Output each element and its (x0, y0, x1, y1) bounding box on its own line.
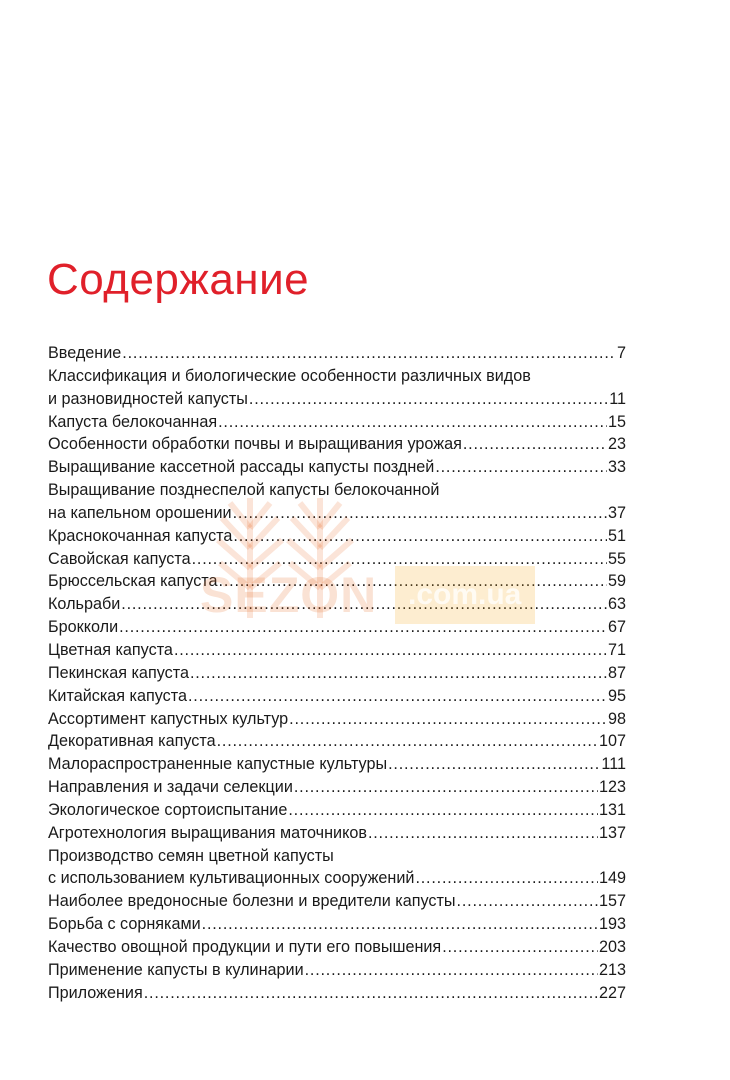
toc-entry-title: Кольраби (48, 595, 121, 614)
toc-entry (48, 730, 626, 753)
toc-entry-title: Цветная капуста (48, 640, 173, 659)
toc-leader-dots (233, 502, 607, 525)
toc-entry-title: Выращивание кассетной рассады капусты поздней (48, 458, 435, 477)
toc-entry (48, 433, 626, 456)
toc-entry-title: и разновидностей капусты (48, 389, 248, 408)
toc-entry (48, 525, 626, 548)
toc-page-number: 63 (607, 595, 626, 614)
toc-entry (48, 776, 626, 799)
toc-entry-title: Приложения (48, 983, 143, 1002)
toc-page-number: 55 (607, 549, 626, 568)
toc-page-number: 98 (607, 709, 626, 728)
toc-entry-title: Особенности обработки почвы и выращивания урожая (48, 435, 462, 454)
toc-entry-title: Наиболее вредоносные болезни и вредители капусты (48, 892, 456, 911)
toc-page-number: 213 (598, 960, 626, 979)
toc-leader-dots (289, 708, 607, 731)
toc-leader-dots (368, 822, 598, 845)
toc-entry-title: на капельном орошении (48, 503, 232, 522)
toc-entry (48, 753, 626, 776)
toc-entry (48, 662, 626, 685)
toc-entry-title: Применение капусты в кулинарии (48, 960, 304, 979)
toc-entry-title: Производство семян цветной капусты (48, 846, 334, 865)
toc-page-number: 37 (607, 503, 626, 522)
toc-entry-title: Пекинская капуста (48, 663, 189, 682)
toc-leader-dots (457, 890, 598, 913)
toc-entry (48, 685, 626, 708)
toc-entry-title: Брокколи (48, 618, 119, 637)
toc-entry (48, 959, 626, 982)
toc-entry-title: Борьба с сорняками (48, 915, 201, 934)
toc-leader-dots (174, 639, 607, 662)
toc-entry-title: Агротехнология выращивания маточников (48, 823, 367, 842)
toc-leader-dots (288, 799, 598, 822)
toc-entry-title: Выращивание позднеспелой капусты белокочанной (48, 481, 440, 500)
toc-entry (48, 708, 626, 731)
toc-entry (48, 822, 626, 845)
toc-page-number: 67 (607, 618, 626, 637)
toc-entry (48, 936, 626, 959)
toc-page-number: 71 (607, 640, 626, 659)
toc-entry-title: Качество овощной продукции и пути его повышения (48, 937, 442, 956)
toc-entry-title: Савойская капуста (48, 549, 191, 568)
toc-page-number: 203 (598, 937, 626, 956)
toc-entry-title: Экологическое сортоиспытание (48, 800, 288, 819)
toc-entry (48, 845, 626, 868)
toc-entry-title: Китайская капуста (48, 686, 187, 705)
toc-entry (48, 502, 626, 525)
toc-page-number: 157 (598, 892, 626, 911)
toc-entry (48, 890, 626, 913)
toc-page-number: 95 (607, 686, 626, 705)
toc-entry-title: Малораспространенные капустные культуры (48, 755, 388, 774)
toc-entry (48, 479, 626, 502)
toc-page-number: 15 (607, 412, 626, 431)
toc-entry-title: Введение (48, 344, 122, 362)
toc-leader-dots (305, 959, 598, 982)
toc-entry-title: Капуста белокочанная (48, 412, 218, 431)
toc-leader-dots (188, 685, 607, 708)
toc-page-number: 111 (601, 755, 626, 774)
watermark-brand: SEZON (200, 567, 378, 623)
toc-entry-title: Декоративная капуста (48, 732, 216, 751)
toc-entry-title: Направления и задачи селекции (48, 778, 293, 797)
toc-leader-dots (144, 982, 598, 1005)
toc-page-number: 131 (598, 800, 626, 819)
toc-page-number: 11 (609, 389, 626, 408)
toc-entry (48, 342, 626, 365)
toc-entry (48, 365, 626, 388)
toc-page-number: 227 (598, 983, 626, 1002)
toc-entry-title: Ассортимент капустных культур (48, 709, 289, 728)
watermark-domain: .com.ua (408, 578, 522, 611)
toc-page-number: 33 (607, 458, 626, 477)
toc-entry (48, 913, 626, 936)
toc-entry (48, 456, 626, 479)
toc-leader-dots (442, 936, 598, 959)
toc-page-number: 51 (607, 526, 626, 545)
toc-entry-title: с использованием культивационных сооружений (48, 869, 415, 888)
page-title: Содержание (47, 255, 310, 304)
toc-leader-dots (233, 525, 607, 548)
toc-entry (48, 411, 626, 434)
toc-page-number: 23 (607, 435, 626, 454)
toc-entry-title: Классификация и биологические особенности различных видов (48, 366, 531, 385)
toc-page-number: 59 (607, 572, 626, 591)
toc-entry (48, 799, 626, 822)
toc-page-number: 137 (598, 823, 626, 842)
toc-entry (48, 639, 626, 662)
table-of-contents (48, 342, 626, 1004)
toc-leader-dots (217, 730, 598, 753)
toc-leader-dots (218, 411, 607, 434)
toc-page-number: 7 (616, 344, 626, 362)
toc-page-number: 87 (607, 663, 626, 682)
toc-leader-dots (435, 456, 607, 479)
toc-page-number: 193 (598, 915, 626, 934)
toc-leader-dots (294, 776, 598, 799)
toc-leader-dots (122, 342, 616, 365)
toc-page-number: 123 (598, 778, 626, 797)
toc-page-number: 107 (598, 732, 626, 751)
toc-entry (48, 982, 626, 1005)
toc-leader-dots (249, 388, 608, 411)
toc-entry (48, 867, 626, 890)
toc-entry-title: Краснокочанная капуста (48, 526, 233, 545)
toc-page-number: 149 (598, 869, 626, 888)
toc-leader-dots (190, 662, 607, 685)
toc-leader-dots (463, 433, 607, 456)
toc-leader-dots (388, 753, 600, 776)
toc-entry (48, 388, 626, 411)
toc-entry-title: Брюссельская капуста (48, 572, 218, 591)
toc-leader-dots (415, 867, 598, 890)
toc-leader-dots (202, 913, 598, 936)
